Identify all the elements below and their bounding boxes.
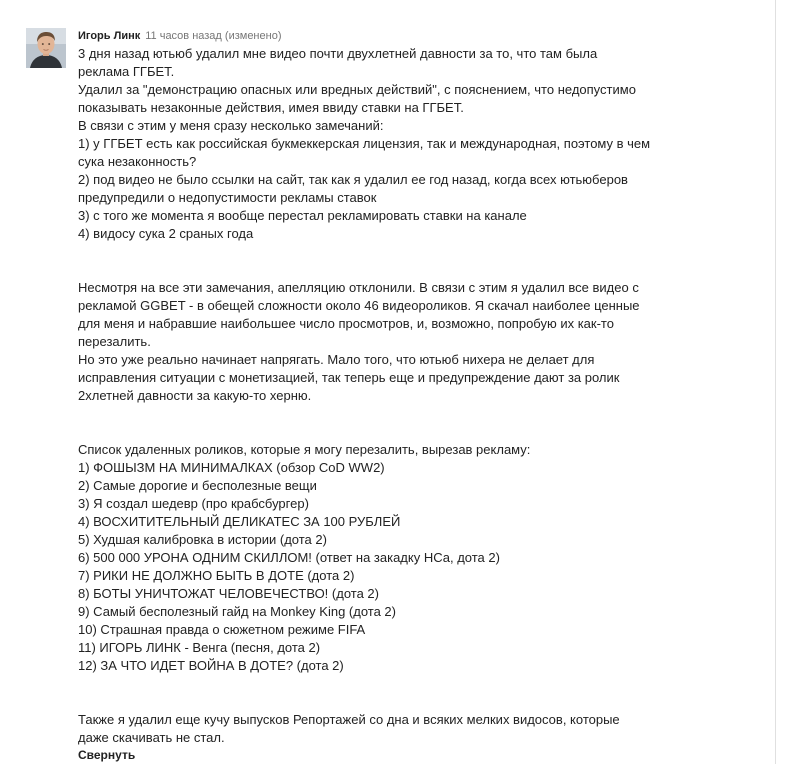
comment-text-line <box>78 423 738 441</box>
comment-text-line: 9) Самый бесполезный гайд на Monkey King (дота 2) <box>78 604 396 619</box>
collapse-button[interactable]: Свернуть <box>78 748 136 762</box>
comment-text-line: исправления ситуации с монетизацией, так теперь еще и предупреждение дают за ролик <box>78 370 620 385</box>
comment-text-line: В связи с этим у меня сразу несколько замечаний: <box>78 118 384 133</box>
right-divider <box>775 0 776 764</box>
comment-text-line: показывать незаконные действия, имея ввиду ставки на ГГБЕТ. <box>78 100 464 115</box>
comment-text-line: 3 дня назад ютьюб удалил мне видео почти двухлетней давности за то, что там была <box>78 46 598 61</box>
comment-text-line: сука незаконность? <box>78 154 197 169</box>
avatar-image <box>26 28 66 68</box>
comment-text-line: 4) видосу сука 2 сраных года <box>78 226 254 241</box>
comment-text-line: рекламой GGBET - в обещей сложности около 46 видеороликов. Я скачал наиболее ценные <box>78 298 640 313</box>
comment-text-line: предупредили о недопустимости рекламы ставок <box>78 190 377 205</box>
comment-text-line <box>78 243 738 261</box>
comment-text-line: 2хлетней давности за какую-то херню. <box>78 388 312 403</box>
comment-text <box>78 45 738 747</box>
comment-text-line: 1) у ГГБЕТ есть как российская букмеккерская лицензия, так и международная, поэтому в чем <box>78 136 651 151</box>
comment-text-line: 12) ЗА ЧТО ИДЕТ ВОЙНА В ДОТЕ? (дота 2) <box>78 658 344 673</box>
comment-text-line: 2) под видео не было ссылки на сайт, так как я удалил ее год назад, когда всех ютьюберов <box>78 172 628 187</box>
comment-text-line: 11) ИГОРЬ ЛИНК - Венга (песня, дота 2) <box>78 640 321 655</box>
comment-text-line: 8) БОТЫ УНИЧТОЖАТ ЧЕЛОВЕЧЕСТВО! (дота 2) <box>78 586 379 601</box>
comment-text-line <box>78 405 738 423</box>
comment-text-line: реклама ГГБЕТ. <box>78 64 175 79</box>
comment-text-line: перезалить. <box>78 334 151 349</box>
comment-text-line <box>78 675 738 693</box>
comment-text-line: 2) Самые дорогие и бесполезные вещи <box>78 478 317 493</box>
comment-timestamp[interactable]: 11 часов назад (изменено) <box>145 30 282 42</box>
comment-text-line: для меня и набравшие наибольшее число просмотров, и, возможно, попробую их как-то <box>78 316 614 331</box>
author-name[interactable]: Игорь Линк <box>78 30 141 42</box>
comment-text-line: Удалил за "демонстрацию опасных или вредных действий", с пояснением, что недопустимо <box>78 82 636 97</box>
comment-text-line: 10) Страшная правда о сюжетном режиме FIFA <box>78 622 366 637</box>
comment-text-line: 4) ВОСХИТИТЕЛЬНЫЙ ДЕЛИКАТЕС ЗА 100 РУБЛЕЙ <box>78 514 401 529</box>
comment-text-line: Также я удалил еще кучу выпусков Репортажей со дна и всяких мелких видосов, которые <box>78 712 620 727</box>
avatar[interactable] <box>26 28 66 68</box>
comment-text-line: Но это уже реально начинает напрягать. Мало того, что ютьюб нихера не делает для <box>78 352 595 367</box>
comment-body <box>78 28 758 763</box>
comment-text-line: даже скачивать не стал. <box>78 730 225 745</box>
comment-text-line: 7) РИКИ НЕ ДОЛЖНО БЫТЬ В ДОТЕ (дота 2) <box>78 568 355 583</box>
comment-text-line: 1) ФОШЫЗМ НА МИНИМАЛКАХ (обзор CoD WW2) <box>78 460 385 475</box>
comment-text-line <box>78 261 738 279</box>
comment-header <box>78 28 758 44</box>
comment-text-line: 3) Я создал шедевр (про крабсбургер) <box>78 496 309 511</box>
comment-text-line: Список удаленных роликов, которые я могу перезалить, вырезав рекламу: <box>78 442 531 457</box>
comment-text-line: 3) с того же момента я вообще перестал рекламировать ставки на канале <box>78 208 527 223</box>
comment-text-line: 6) 500 000 УРОНА ОДНИМ СКИЛЛОМ! (ответ на закадку НСа, дота 2) <box>78 550 500 565</box>
comment-text-line: Несмотря на все эти замечания, апелляцию отклонили. В связи с этим я удалил все видео с <box>78 280 639 295</box>
comment-text-line <box>78 693 738 711</box>
comment-text-line: 5) Худшая калибровка в истории (дота 2) <box>78 532 327 547</box>
